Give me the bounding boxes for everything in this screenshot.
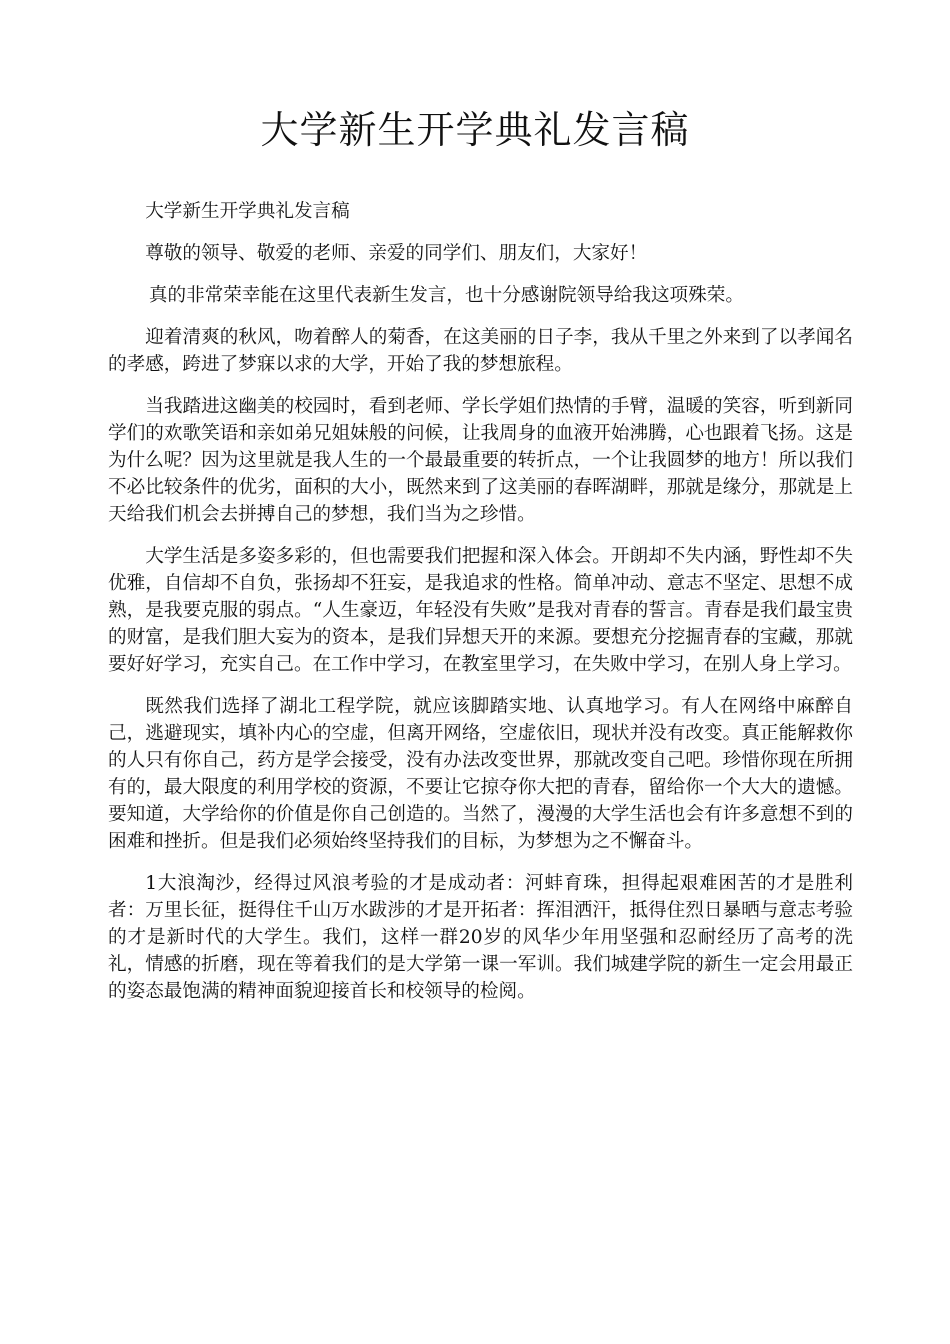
paragraph-greeting: 尊敬的领导、敬爱的老师、亲爱的同学们、朋友们，大家好！ [145, 243, 648, 264]
document-title: 大学新生开学典礼发言稿 [260, 108, 690, 152]
paragraph-arrival: 迎着清爽的秋风，吻着醉人的菊香，在这美丽的日子李，我从千里之外来到了以孝闻名的孝感，跨进了梦寐以求的大学，开始了我的梦想旅程。 [108, 327, 853, 375]
paragraph-honor: 真的非常荣幸能在这里代表新生发言，也十分感谢院领导给我这项殊荣。 [148, 285, 744, 306]
paragraph-military-training: 1大浪淘沙，经得过风浪考验的才是成动者：河蚌育珠，担得起艰难困苦的才是胜利者：万里长征，挺得住千山万水跋涉的才是开拓者：挥泪洒汗，抵得住烈日暴晒与意志考验的才是新时代的大学生。我们，这样一群20岁的风华少年用坚强和忍耐经历了高考的洗礼，情感的折磨，现在等着我们的是大学第一课一军训。我们城建学院的新生一定会用最正的姿态最饱满的精神面貌迎接首长和校领导的检阅。 [108, 873, 853, 1002]
paragraph-study: 既然我们选择了湖北工程学院，就应该脚踏实地、认真地学习。有人在网络中麻醉自己，逃避现实，填补内心的空虚，但离开网络，空虚依旧，现状并没有改变。真正能解救你的人只有你自己，药方是学会接受，没有办法改变世界，那就改变自己吧。珍惜你现在所拥有的，最大限度的利用学校的资源，不要让它掠夺你大把的青春，留给你一个大大的遗憾。要知道，大学给你的价值是你自己创造的。当然了，漫漫的大学生活也会有许多意想不到的困难和挫折。但是我们必须始终坚持我们的目标，为梦想为之不懈奋斗。 [108, 696, 853, 852]
paragraph-subtitle: 大学新生开学典礼发言稿 [145, 201, 350, 222]
paragraph-campus: 当我踏进这幽美的校园时，看到老师、学长学姐们热情的手臂，温暖的笑容，听到新同学们的欢歌笑语和亲如弟兄姐妹般的问候，让我周身的血液开始沸腾，心也跟着飞扬。这是为什么呢？因为这里就是我人生的一个最最重要的转折点，一个让我圆梦的地方！所以我们不必比较条件的优劣，面积的大小，既然来到了这美丽的春晖湖畔，那就是缘分，那就是上天给我们机会去拼搏自己的梦想，我们当为之珍惜。 [108, 396, 853, 525]
document-body [108, 198, 853, 1020]
paragraph-college-life: 大学生活是多姿多彩的，但也需要我们把握和深入体会。开朗却不失内涵，野性却不失优雅，自信却不自负，张扬却不狂妄，是我追求的性格。简单冲动、意志不坚定、思想不成熟，是我要克服的弱点。“人生豪迈，年轻没有失败”是我对青春的誓言。青春是我们最宝贵的财富，是我们胆大妄为的资本，是我们异想天开的来源。要想充分挖掘青春的宝藏，那就要好好学习，充实自己。在工作中学习，在教室里学习，在失败中学习，在别人身上学习。 [108, 546, 853, 675]
